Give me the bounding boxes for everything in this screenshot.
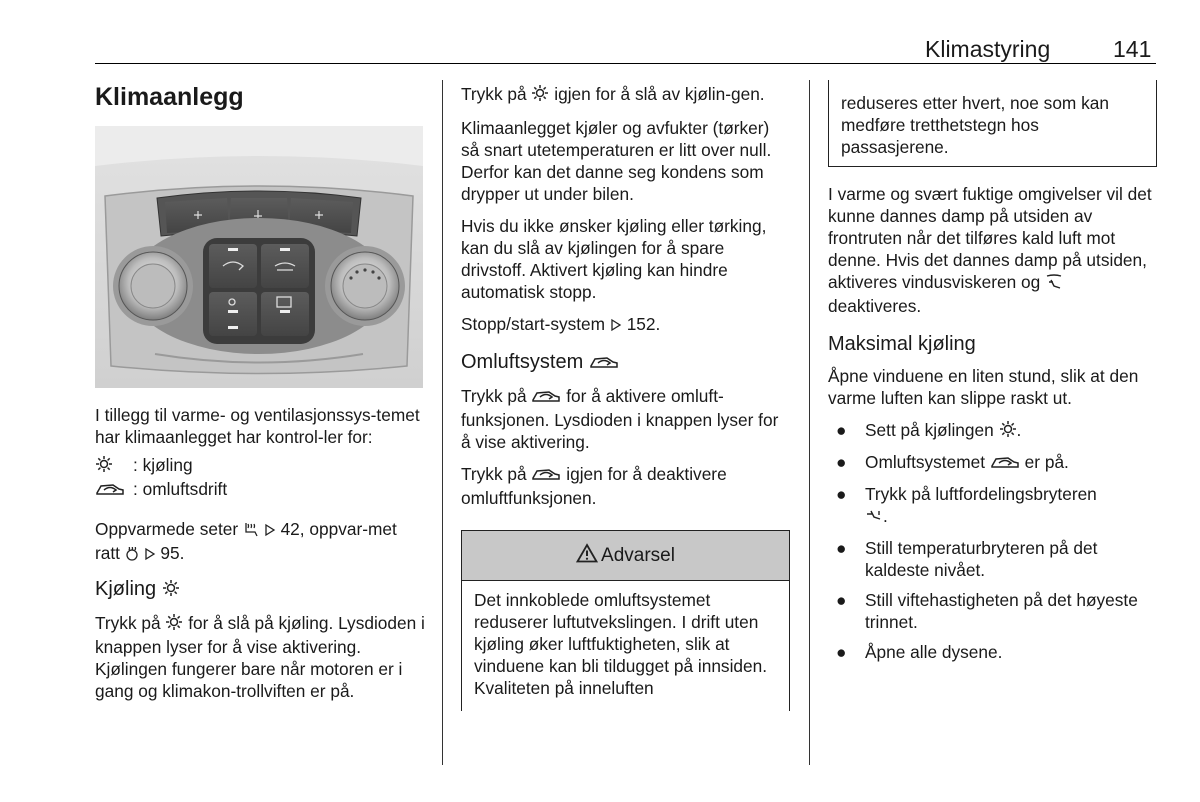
intro-paragraph: I tillegg til varme- og ventilasjonssys-temet har klimaanlegget har kontrol-ler for: (95, 405, 420, 447)
warning-triangle-icon (576, 543, 598, 569)
header-rule (95, 63, 1156, 64)
legend-separator: : (133, 479, 138, 499)
heated-steering-wheel-icon (125, 544, 139, 566)
cooling-heading: Kjøling (95, 578, 425, 602)
column-divider-1 (442, 80, 443, 765)
list-item: ● Still viftehastigheten på det høyeste trinnet. (836, 590, 1138, 632)
page-reference-arrow-icon (264, 520, 276, 542)
warning-text-continued: reduseres etter hvert, noe som kan medføre tretthetstegn hos passasjerene. (841, 93, 1109, 157)
recirculation-icon (990, 453, 1020, 475)
snowflake-icon (999, 420, 1017, 443)
recirculation-heading: Omluftsystem (461, 351, 791, 375)
column-1-text (95, 404, 425, 712)
recirculation-icon (531, 387, 561, 409)
list-item: ● Åpne alle dysene. (836, 642, 1003, 662)
legend-row-recirculation (95, 478, 425, 502)
warning-text: Det innkoblede omluftsystemet reduserer luftutvekslingen. I drift uten kjøling øker luftfuktigheten, slik at vinduene kan bli tildugget på innsiden. Kvaliteten på inneluften (474, 590, 768, 698)
bullet-dot: ● (836, 452, 847, 472)
air-distribution-icon (865, 507, 883, 529)
stop-start-reference: Stopp/start-system 152. (461, 313, 791, 337)
warning-header (462, 531, 789, 581)
snowflake-icon (165, 613, 183, 636)
bullet-dot: ● (836, 642, 847, 662)
recirculation-off-paragraph: Trykk på igjen for å deaktivere omluftfunksjonen. (461, 464, 727, 508)
page-reference-arrow-icon (610, 315, 622, 337)
seats-text-b: 42, oppvar-met ratt (95, 519, 397, 563)
legend-text-cooling: kjøling (142, 455, 193, 475)
column-2 (461, 83, 791, 519)
column-3 (828, 183, 1158, 671)
cooling-paragraph: Trykk på for å slå på kjøling. Lysdioden i knappen lyser for å vise aktivering. Kjølingen fungerer bare når motoren er i gang og klimakon-trollviften er på. (95, 613, 425, 701)
bullet-dot: ● (836, 538, 847, 558)
list-item: ● Still temperaturbryteren på det kaldeste nivået. (836, 538, 1098, 580)
seats-paragraph (95, 518, 425, 566)
warning-title: Advarsel (601, 544, 675, 566)
section-heading: Klimaanlegg (95, 83, 244, 111)
recirculation-icon (531, 465, 561, 487)
max-cooling-heading: Maksimal kjøling (828, 333, 976, 355)
page-reference-arrow-icon (144, 544, 156, 566)
fog-paragraph: I varme og svært fuktige omgivelser vil det kunne dannes damp på utsiden av frontruten når det tilføres kald luft mot denne. Hvis det dannes damp på utsiden, aktiveres vindusviskeren og deaktiveres. (828, 184, 1152, 316)
cooling-off-paragraph: Trykk på igjen for å slå av kjølin-gen. (461, 83, 791, 107)
chapter-title: Klimastyring (925, 36, 1051, 62)
warning-box (461, 530, 790, 711)
legend-separator: : (133, 455, 138, 475)
bullet-dot: ● (836, 420, 847, 440)
heated-seat-icon (243, 520, 259, 542)
bullet-dot: ● (836, 590, 847, 610)
air-distribution-icon (1045, 273, 1063, 295)
seats-text-c: 95. (160, 543, 185, 563)
max-cooling-intro: Åpne vinduene en liten stund, slik at den varme luften kan slippe raskt ut. (828, 366, 1139, 408)
recirculation-icon (95, 480, 133, 502)
legend-text-recirculation: omluftsdrift (142, 479, 228, 499)
snowflake-icon (162, 579, 180, 602)
legend-row-cooling (95, 454, 425, 478)
recirculation-icon (589, 353, 619, 375)
dehumidify-paragraph: Klimaanlegget kjøler og avfukter (tørker) så snart utetemperaturen er litt over null. Derfor kan det danne seg kondens som drypper ut under bilen. (461, 118, 772, 204)
climate-panel-illustration (95, 126, 423, 388)
save-fuel-paragraph: Hvis du ikke ønsker kjøling eller tørking, kan du slå av kjølingen for å spare drivstoff. Aktivert kjøling kan hindre automatisk stopp. (461, 216, 767, 302)
bullet-dot: ● (836, 484, 847, 504)
list-item: ● Omluftsystemet er på. (828, 451, 1158, 475)
list-item: ● Trykk på luftfordelingsbryteren . (828, 483, 1158, 529)
column-divider-2 (809, 80, 810, 765)
page-number: 141 (1113, 36, 1152, 62)
column-1 (95, 83, 425, 111)
warning-box-continued (828, 80, 1157, 167)
snowflake-icon (95, 455, 133, 478)
recirculation-on-paragraph: Trykk på for å aktivere omluft-funksjonen. Lysdioden i knappen lyser for å vise aktivering. (461, 386, 779, 452)
snowflake-icon (531, 84, 549, 107)
list-item: ● Sett på kjølingen . (828, 419, 1158, 443)
seats-text-a: Oppvarmede seter (95, 519, 239, 539)
